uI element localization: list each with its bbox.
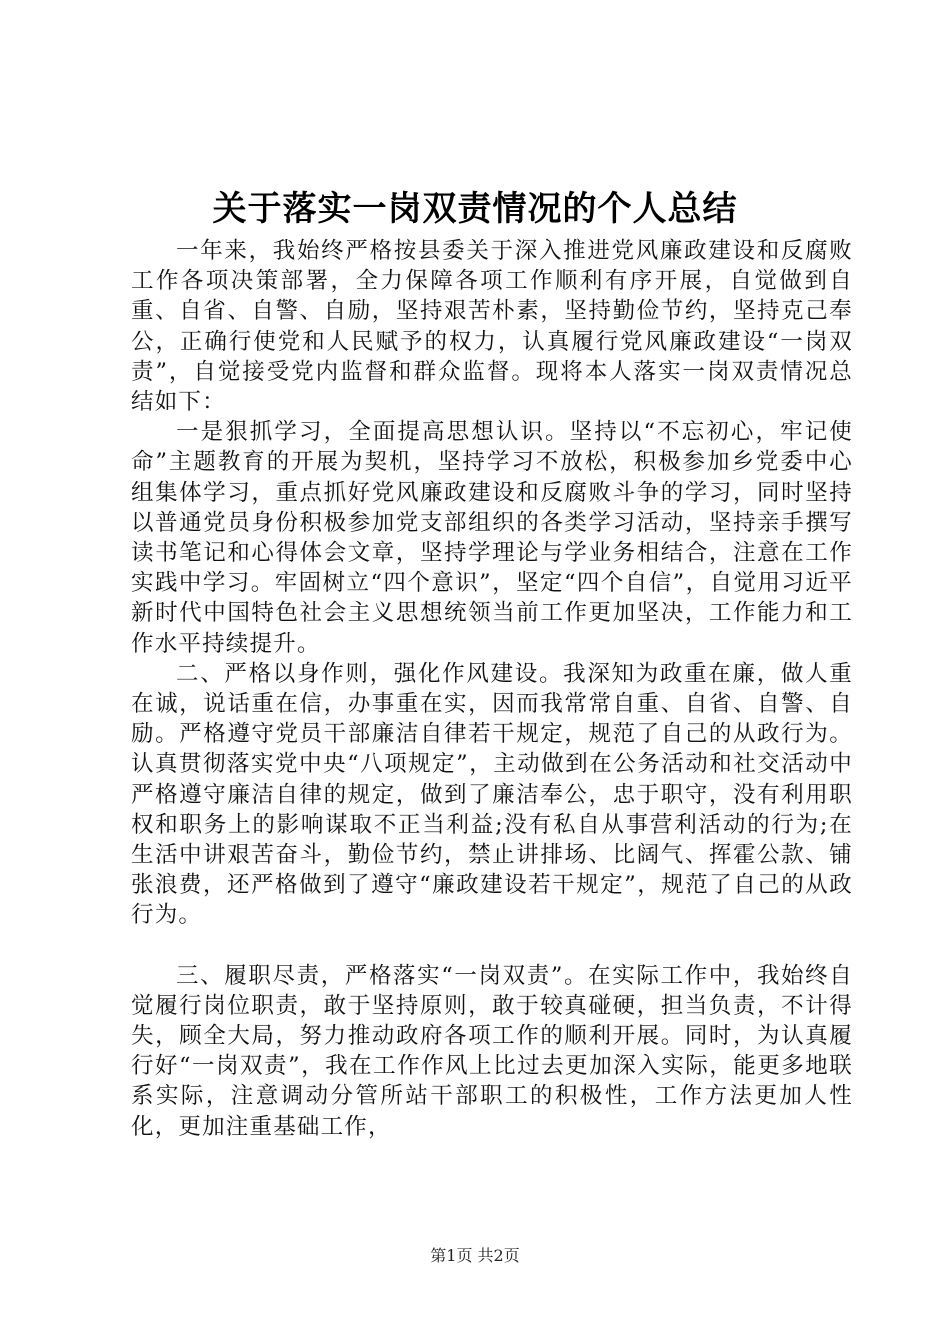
paragraph-study: 一是狠抓学习，全面提高思想认识。坚持以“不忘初心，牢记使命”主题教育的开展为契机，坚持学习不放松，积极参加乡党委中心组集体学习，重点抓好党风廉政建设和反腐败斗争的学习，同时坚持以普通党员身份积极参加党支部组织的各类学习活动，坚持亲手撰写读书笔记和心得体会文章，坚持学理论与学业务相结合，注意在工作实践中学习。牢固树立“四个意识”，坚定“四个自信”，自觉用习近平新时代中国特色社会主义思想统领当前工作更加坚决，工作能力和工作水平持续提升。 (131, 419, 853, 657)
paragraph-intro: 一年来，我始终严格按县委关于深入推进党风廉政建设和反腐败工作各项决策部署，全力保障各项工作顺利有序开展，自觉做到自重、自省、自警、自励，坚持艰苦朴素，坚持勤俭节约，坚持克己奉公，正确行使党和人民赋予的权力，认真履行党风廉政建设“一岗双责”，自觉接受党内监督和群众监督。现将本人落实一岗双责情况总结如下： (131, 238, 853, 416)
page-number-footer: 第1页 共2页 (430, 1246, 520, 1265)
paragraph-conduct: 二、严格以身作则，强化作风建设。我深知为政重在廉，做人重在诚，说话重在信，办事重在实，因而我常常自重、自省、自警、自励。严格遵守党员干部廉洁自律若干规定，规范了自己的从政行为。认真贯彻落实党中央“八项规定”，主动做到在公务活动和社交活动中严格遵守廉洁自律的规定，做到了廉洁奉公，忠于职守，没有利用职权和职务上的影响谋取不正当利益;没有私自从事营利活动的行为;在生活中讲艰苦奋斗，勤俭节约，禁止讲排场、比阔气、挥霍公款、铺张浪费，还严格做到了遵守“廉政建设若干规定”，规范了自己的从政行为。 (131, 660, 853, 929)
paragraph-duty: 三、履职尽责，严格落实“一岗双责”。在实际工作中，我始终自觉履行岗位职责，敢于坚持原则，敢于较真碰硬，担当负责，不计得失，顾全大局，努力推动政府各项工作的顺利开展。同时，为认真履行好“一岗双责”，我在工作作风上比过去更加深入实际，能更多地联系实际，注意调动分管所站干部职工的积极性，工作方法更加人性化，更加注重基础工作， (131, 962, 853, 1140)
document-title: 关于落实一岗双责情况的个人总结 (212, 189, 738, 229)
document-body (131, 236, 853, 1142)
